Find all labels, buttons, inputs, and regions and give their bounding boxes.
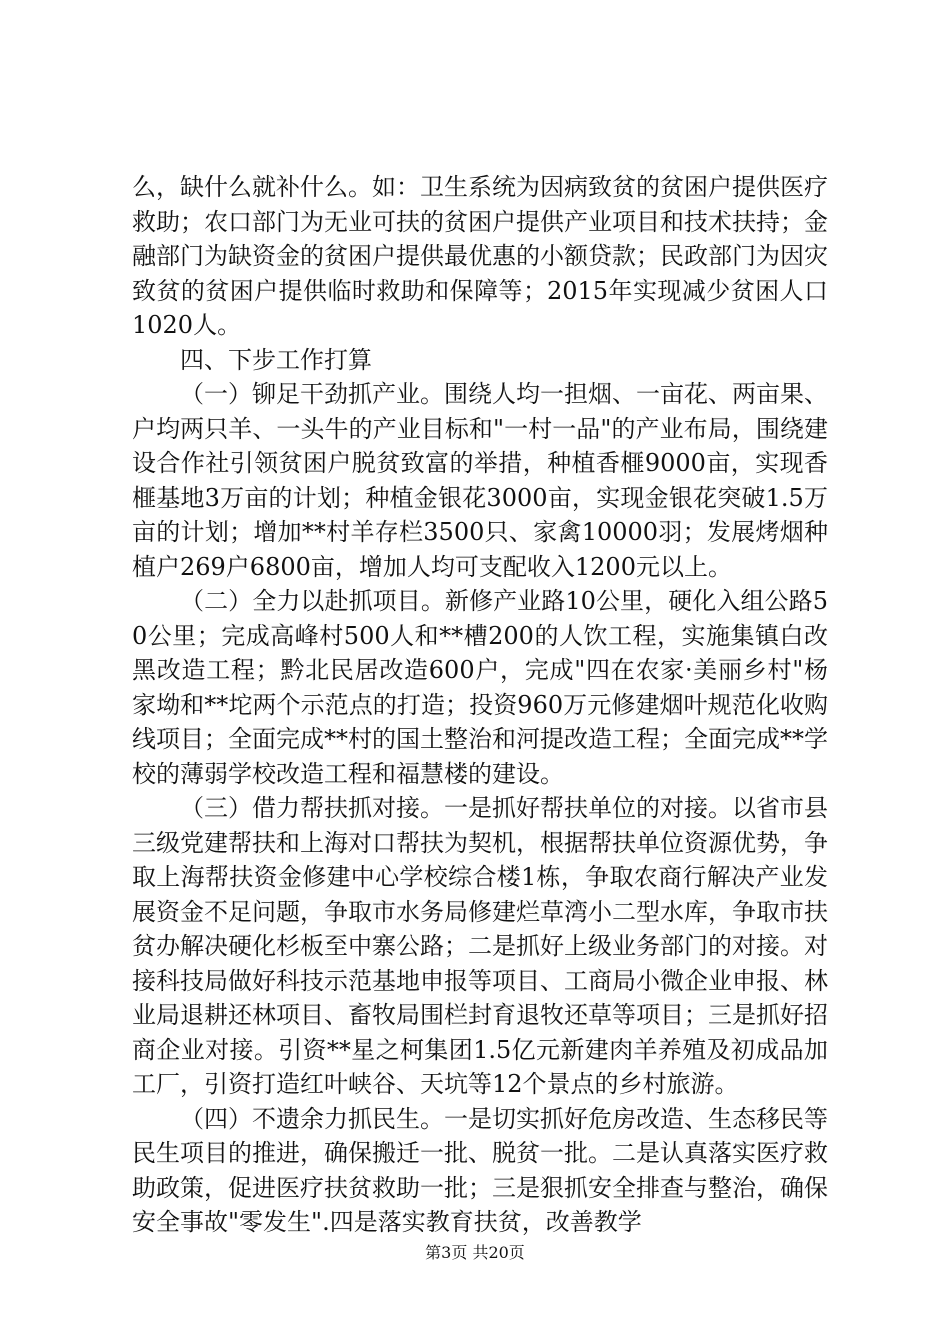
paragraph-industry: （一）铆足干劲抓产业。围绕人均一担烟、一亩花、两亩果、户均两只羊、一头牛的产业目标和"一村一品"的产业布局，围绕建设合作社引领贫困户脱贫致富的举措，种植香榧9000亩，实现香榧基地3万亩的计划；种植金银花3000亩，实现金银花突破1.5万亩的计划；增加**村羊存栏3500只、家禽10000羽；发展烤烟种植户269户6800亩，增加人均可支配收入1200元以上。 bbox=[132, 380, 828, 581]
paragraph-assistance: （三）借力帮扶抓对接。一是抓好帮扶单位的对接。以省市县三级党建帮扶和上海对口帮扶为契机，根据帮扶单位资源优势，争取上海帮扶资金修建中心学校综合楼1栋，争取农商行解决产业发展资金不足问题，争取市水务局修建烂草湾小二型水库，争取市扶贫办解决硬化杉板至中寨公路；二是抓好上级业务部门的对接。对接科技局做好科技示范基地申报等项目、工商局小微企业申报、林业局退耕还林项目、畜牧局围栏封育退牧还草等项目；三是抓好招商企业对接。引资**星之柯集团1.5亿元新建肉羊养殖及初成品加工厂，引资打造红叶峡谷、天坑等12个景点的乡村旅游。 bbox=[132, 794, 828, 1098]
paragraph-continuation: 么，缺什么就补什么。如：卫生系统为因病致贫的贫困户提供医疗救助；农口部门为无业可扶的贫困户提供产业项目和技术扶持；金融部门为缺资金的贫困户提供最优惠的小额贷款；民政部门为因灾致贫的贫困户提供临时救助和保障等；2015年实现减少贫困人口1020人。 bbox=[132, 173, 828, 339]
paragraph-projects: （二）全力以赴抓项目。新修产业路10公里，硬化入组公路50公里；完成高峰村500人和**槽200的人饮工程，实施集镇白改黑改造工程；黔北民居改造600户，完成"四在农家·美丽乡村"杨家坳和**坨两个示范点的打造；投资960万元修建烟叶规范化收购线项目；全面完成**村的国土整治和河提改造工程；全面完成**学校的薄弱学校改造工程和福慧楼的建设。 bbox=[132, 587, 828, 788]
page-footer: 第3页 共20页 bbox=[425, 1243, 525, 1262]
document-body bbox=[132, 170, 828, 1240]
section-heading: 四、下步工作打算 bbox=[180, 345, 372, 374]
paragraph-livelihood: （四）不遗余力抓民生。一是切实抓好危房改造、生态移民等民生项目的推进，确保搬迁一批、脱贫一批。二是认真落实医疗救助政策，促进医疗扶贫救助一批；三是狠抓安全排查与整治，确保安全事故"零发生".四是落实教育扶贫，改善教学 bbox=[132, 1104, 828, 1236]
